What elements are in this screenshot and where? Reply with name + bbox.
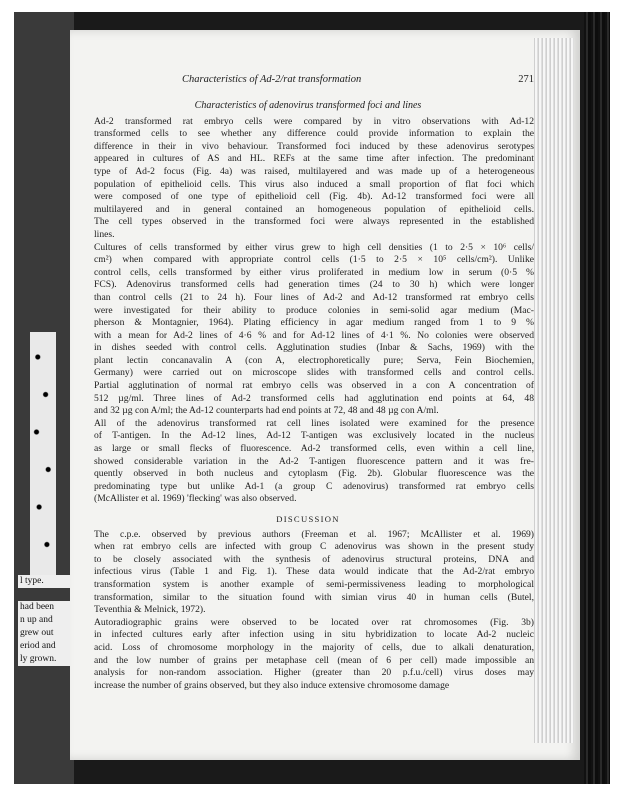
text-line: showed considerable variation in the Ad-2 T-antigen fluorescence pattern and it was fre- [94, 455, 534, 467]
text-line: difference in their in vivo behaviour. Transformed foci induced by these adenovirus serotypes [94, 140, 534, 152]
text-line: quently observed in both nucleus and cytoplasm (Fig. 2b). Globular fluorescence was the [94, 468, 534, 480]
text-line: with a mean for Ad-2 lines of 4·6 % and for Ad-12 lines of 4·1 %. No colonies were observed [94, 329, 534, 341]
text-line: The cell types observed in the transformed foci were always represented in the established [94, 216, 534, 228]
text-line: in infected cultures early after infection using in situ hybridization to locate Ad-2 nucleic [94, 629, 534, 641]
running-header [82, 74, 534, 92]
paragraph [82, 418, 534, 506]
previous-page-text: ly grown. [18, 653, 80, 666]
text-line: transformed cells to see whether any difference could provide information to explain the [94, 128, 534, 140]
text-line: 512 µg/ml. Three lines of Ad-2 transformed cells had agglutination end points at 64, 48 [94, 392, 534, 404]
text-line: than control cells (21 to 24 h). Four lines of Ad-2 and Ad-12 transformed rat embryo cells [94, 291, 534, 303]
previous-page-edge [14, 12, 74, 784]
text-line: Cultures of cells transformed by either virus grew to high cell densities (1 to 2·5 × 10⁶ cells/ [94, 241, 534, 253]
text-line: in dishes seeded with control cells. Agglutination studies (Inbar & Sachs, 1969) with the [94, 342, 534, 354]
text-line: type of Ad-2 focus (Fig. 4a) was raised, multilayered and was made up of a heterogeneous [94, 165, 534, 177]
text-line: Teventhia & Melnick, 1972). [94, 604, 206, 616]
page-number: 271 [518, 74, 534, 85]
text-line: Partial agglutination of normal rat embryo cells was observed in a con A concentration of [94, 380, 534, 392]
text-line: analysis for non-random association. Higher (greater than 20 p.f.u./cell) virus doses may [94, 667, 534, 679]
text-line: FCS). Adenovirus transformed cells had generation times (24 to 30 h) which were longer [94, 279, 534, 291]
previous-page-text: l type. [18, 575, 80, 588]
text-line: The c.p.e. observed by previous authors (Freeman et al. 1967; McAllister et al. 1969) [94, 528, 534, 540]
text-line: control cells, cells transformed by either virus proliferated in medium low in serum (0·5 % [94, 266, 534, 278]
paragraph [82, 116, 534, 242]
text-line: transformation, similar to the situation found with simian virus 40 in human cells (Butel, [94, 591, 534, 603]
text-line: population of epithelioid cells. This virus also induced a small proportion of flat foci which [94, 178, 534, 190]
page-stack-edges [534, 38, 574, 743]
running-title: Characteristics of Ad-2/rat transformation [182, 74, 362, 85]
previous-page-text: n up and [18, 614, 80, 627]
text-line: were composed of one type of epithelioid cell (Fig. 4b). Ad-12 transformed foci were all [94, 191, 534, 203]
book-cover-edge [584, 12, 610, 784]
paragraph [82, 529, 534, 617]
previous-page-figure-fragment [30, 332, 56, 582]
text-line: were investigated for their ability to produce colonies in semi-solid agar medium (Mac- [94, 304, 534, 316]
text-line: as large or small flecks of fluorescence. Ad-2 transformed cells, even within a cell line, [94, 443, 534, 455]
paragraph [82, 617, 534, 693]
text-line: (McAllister et al. 1969) 'flecking' was also observed. [94, 493, 297, 505]
text-line: to be closely associated with the synthesis of adenovirus structural proteins, DNA and [94, 553, 534, 565]
discussion-heading: DISCUSSION [276, 514, 340, 524]
text-line: increase the number of grains observed, but they also induce extensive chromosome damage [94, 679, 450, 691]
previous-page-text: had been [18, 601, 80, 614]
text-line: appeared in cultures of AS and HL. REFs at the same time after infection. The predominant [94, 153, 534, 165]
text-line: acid. Loss of chromosome morphology in the majority of cells, due to alkali denaturation, [94, 641, 534, 653]
text-line: multilayered and in general contained an homogeneous population of epithelioid cells. [94, 203, 534, 215]
text-line: Germany) were carried out on microscope slides with transformed cells and control cells. [94, 367, 534, 379]
text-line: Ad-2 transformed rat embryo cells were compared by in vitro observations with Ad-12 [94, 115, 534, 127]
page-content [82, 74, 534, 692]
paragraph [82, 242, 534, 418]
text-line: cm²) when compared with appropriate control cells (1·5 to 2·5 × 10⁵ cells/cm²). Unlike [94, 254, 534, 266]
text-line: when rat embryo cells are infected with group C adenovirus was shown in the present study [94, 541, 534, 553]
previous-page-text: eriod and [18, 640, 80, 653]
text-line: Autoradiographic grains were observed to be located over rat chromosomes (Fig. 3b) [94, 616, 534, 628]
text-line: of T-antigen. In the Ad-12 lines, Ad-12 T-antigen was exclusively located in the nucleus [94, 430, 534, 442]
text-line: and the low number of grains per metaphase cell (mean of 6 per cell) made impossible an [94, 654, 534, 666]
text-line: lines. [94, 228, 115, 240]
text-line: predominating type but unlike Ad-1 (a group C adenovirus) transformed rat embryo cells [94, 480, 534, 492]
text-line: transformation system is another example of semi-permissiveness leading to morphological [94, 578, 534, 590]
text-line: infectious virus (Table 1 and Fig. 1). These data would indicate that the Ad-2/rat embryo [94, 566, 534, 578]
text-line: All of the adenovirus transformed rat cell lines isolated were examined for the presence [94, 417, 534, 429]
text-line: and 32 µg con A/ml; the Ad-12 counterparts had end points at 72, 48 and 48 µg con A/ml. [94, 405, 439, 417]
results-text [82, 116, 534, 506]
text-line: plant lectin concanavalin A (con A, electrophoretically pure; Serva, Fein Biochemien, [94, 354, 534, 366]
text-line: pherson & Montagnier, 1964). Plating efficiency in agar medium ranged from 1 to 9 % [94, 317, 534, 329]
previous-page-text: grew out [18, 627, 80, 640]
discussion-text [82, 529, 534, 693]
section-title: Characteristics of adenovirus transformed foci and lines [194, 100, 422, 111]
